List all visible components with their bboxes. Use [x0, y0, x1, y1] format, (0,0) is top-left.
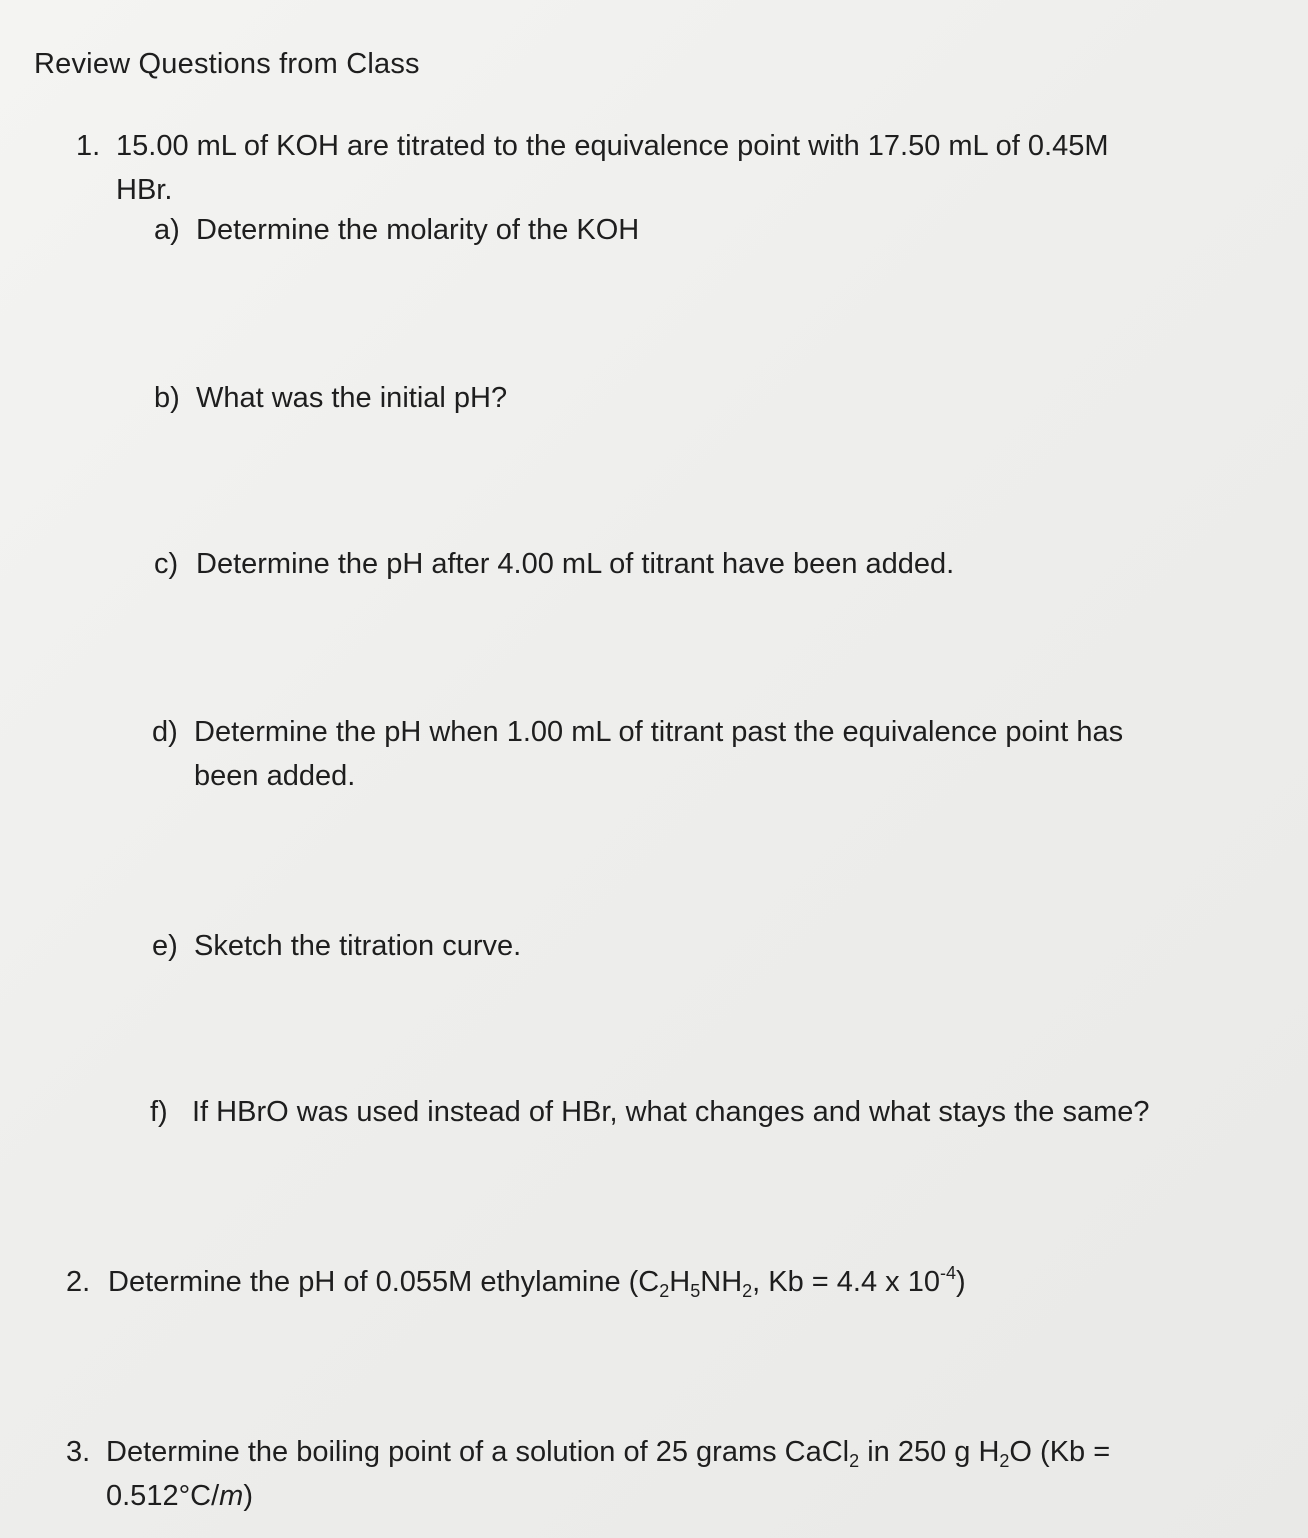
question-1-part-d	[152, 710, 1123, 754]
question-2	[66, 1260, 966, 1304]
question-1-part-d-continuation: been added.	[194, 760, 356, 792]
page-title: Review Questions from Class	[34, 48, 420, 80]
part-letter: a)	[154, 214, 180, 246]
question-1-part-c	[154, 542, 954, 586]
question-number: 3.	[66, 1436, 91, 1468]
question-number: 2.	[66, 1266, 91, 1298]
part-letter: c)	[154, 548, 179, 580]
question-3	[66, 1430, 1110, 1474]
part-text: Determine the pH after 4.00 mL of titrant have been added.	[196, 548, 955, 580]
question-1-part-f	[150, 1090, 1150, 1134]
question-1-text: 15.00 mL of KOH are titrated to the equivalence point with 17.50 mL of 0.45M	[116, 130, 1109, 162]
part-text: If HBrO was used instead of HBr, what changes and what stays the same?	[192, 1096, 1150, 1128]
part-letter: d)	[152, 716, 178, 748]
question-1-part-a	[154, 208, 639, 252]
question-1-part-e	[152, 924, 521, 968]
part-letter: f)	[150, 1096, 168, 1128]
question-3-text: Determine the boiling point of a solution of 25 grams CaCl$_2$ in 250 g $H_2O$ (Kb =	[106, 1436, 1111, 1471]
question-2-text: Determine the pH of 0.055M ethylamine ($C_2H_5NH_2$, Kb = 4.4 x $10^{-4}$)	[108, 1263, 966, 1301]
part-text: Determine the molarity of the KOH	[196, 214, 640, 246]
question-number: 1.	[76, 130, 101, 162]
part-text: Sketch the titration curve.	[194, 930, 522, 962]
part-text: Determine the pH when 1.00 mL of titrant past the equivalence point has	[194, 716, 1124, 748]
question-1	[76, 124, 1109, 168]
question-1-part-b	[154, 376, 507, 420]
question-3-continuation: 0.512°C/m)	[106, 1480, 254, 1512]
part-letter: e)	[152, 930, 178, 962]
question-1-continuation: HBr.	[116, 174, 173, 206]
part-text: What was the initial pH?	[196, 382, 508, 414]
part-letter: b)	[154, 382, 180, 414]
